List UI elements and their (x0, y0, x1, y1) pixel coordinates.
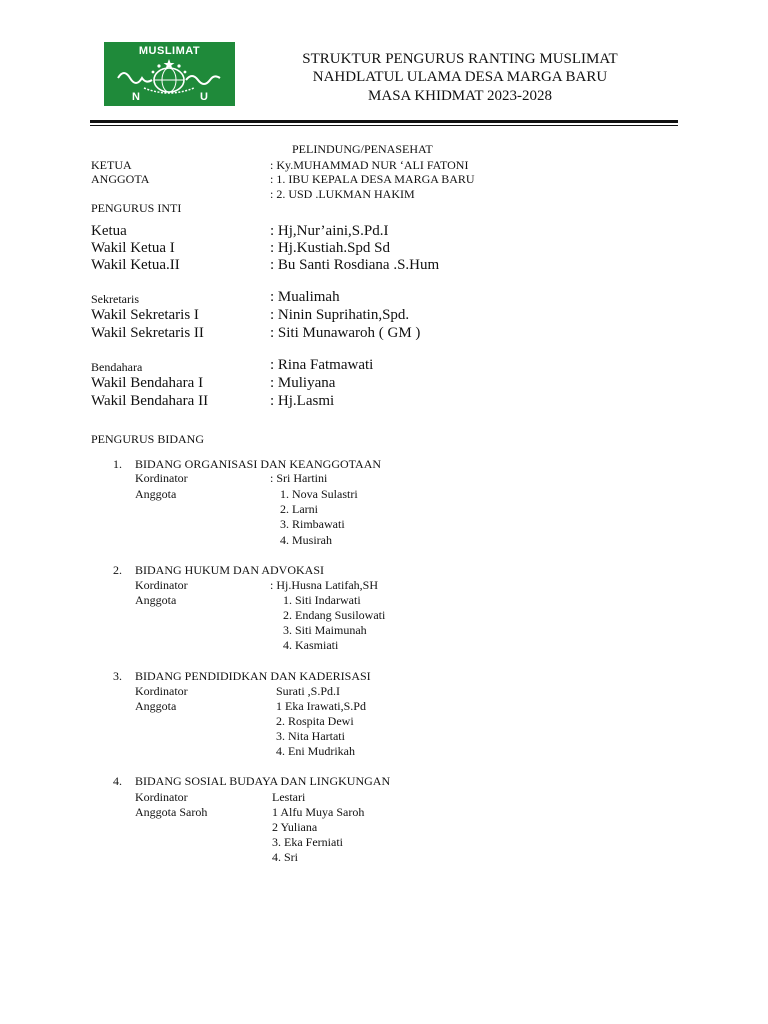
member-item: 4. Musirah (280, 533, 332, 547)
header-rule-thick (90, 120, 678, 123)
title-line-3: MASA KHIDMAT 2023-2028 (368, 88, 552, 104)
member-item: 1 Eka Irawati,S.Pd (276, 699, 366, 713)
inti-label: Wakil Ketua I (91, 240, 175, 256)
coordinator-label: Kordinator (135, 578, 188, 592)
pelindung-label: KETUA (91, 158, 132, 172)
member-item: 1 Alfu Muya Saroh (272, 805, 365, 819)
coordinator-label: Kordinator (135, 790, 188, 804)
inti-label: Wakil Sekretaris I (91, 307, 199, 323)
inti-value: : Hj,Nur’aini,S.Pd.I (270, 223, 389, 239)
pelindung-value: : Ky.MUHAMMAD NUR ‘ALI FATONI (270, 158, 469, 172)
inti-label: Sekretaris (91, 292, 139, 306)
member-item: 2. Larni (280, 502, 318, 516)
coordinator-label: Kordinator (135, 684, 188, 698)
logo-title: MUSLIMAT (138, 45, 201, 57)
inti-label: Bendahara (91, 360, 143, 374)
pelindung-value: : 2. USD .LUKMAN HAKIM (270, 187, 415, 201)
members-label: Anggota (135, 487, 177, 501)
section-number: 3. (113, 669, 122, 683)
member-item: 4. Kasmiati (283, 638, 339, 652)
pengurus-bidang-heading: PENGURUS BIDANG (91, 432, 205, 446)
member-item: 4. Sri (272, 850, 299, 864)
section-number: 4. (113, 774, 122, 788)
inti-value: : Ninin Suprihatin,Spd. (270, 307, 410, 323)
title-line-1: STRUKTUR PENGURUS RANTING MUSLIMAT (302, 51, 618, 67)
inti-value: : Muliyana (270, 375, 336, 391)
member-item: 2. Endang Susilowati (283, 608, 386, 622)
member-item: 3. Siti Maimunah (283, 623, 367, 637)
member-item: 3. Nita Hartati (276, 729, 345, 743)
header-rule-thin (90, 125, 678, 126)
members-label: Anggota Saroh (135, 805, 208, 819)
inti-label: Wakil Bendahara II (91, 393, 209, 409)
pelindung-label: ANGGOTA (91, 172, 150, 186)
inti-value: : Siti Munawaroh ( GM ) (270, 325, 421, 341)
members-label: Anggota (135, 593, 177, 607)
section-title: BIDANG SOSIAL BUDAYA DAN LINGKUNGAN (135, 774, 391, 788)
member-item: 1. Siti Indarwati (283, 593, 361, 607)
coordinator-value: : Hj.Husna Latifah,SH (270, 578, 378, 592)
inti-label: Wakil Ketua.II (91, 257, 180, 273)
inti-value: : Mualimah (270, 289, 340, 305)
member-item: 3. Eka Ferniati (272, 835, 343, 849)
section-number: 1. (113, 457, 122, 471)
logo-letter-n: N (132, 91, 140, 103)
members-label: Anggota (135, 699, 177, 713)
logo-letter-u: U (200, 91, 208, 103)
section-number: 2. (113, 563, 122, 577)
member-item: 1. Nova Sulastri (280, 487, 358, 501)
coordinator-value: Lestari (272, 790, 306, 804)
pengurus-inti-heading: PENGURUS INTI (91, 201, 182, 215)
inti-label: Wakil Sekretaris II (91, 325, 204, 341)
coordinator-label: Kordinator (135, 471, 188, 485)
title-line-2: NAHDLATUL ULAMA DESA MARGA BARU (312, 69, 608, 85)
pelindung-value: : 1. IBU KEPALA DESA MARGA BARU (270, 172, 475, 186)
member-item: 4. Eni Mudrikah (276, 744, 355, 758)
member-item: 3. Rimbawati (280, 517, 345, 531)
inti-value: : Rina Fatmawati (270, 357, 374, 373)
inti-value: : Hj.Kustiah.Spd Sd (270, 240, 391, 256)
inti-label: Wakil Bendahara I (91, 375, 204, 391)
section-title: BIDANG PENDIDIDKAN DAN KADERISASI (135, 669, 371, 683)
pelindung-heading: PELINDUNG/PENASEHAT (292, 142, 433, 156)
inti-value: : Bu Santi Rosdiana .S.Hum (270, 257, 440, 273)
section-title: BIDANG HUKUM DAN ADVOKASI (135, 563, 324, 577)
inti-value: : Hj.Lasmi (270, 393, 335, 409)
coordinator-value: Surati ,S.Pd.I (276, 684, 341, 698)
section-title: BIDANG ORGANISASI DAN KEANGGOTAAN (135, 457, 382, 471)
inti-label: Ketua (91, 223, 127, 239)
member-item: 2 Yuliana (272, 820, 318, 834)
member-item: 2. Rospita Dewi (276, 714, 354, 728)
coordinator-value: : Sri Hartini (270, 471, 328, 485)
